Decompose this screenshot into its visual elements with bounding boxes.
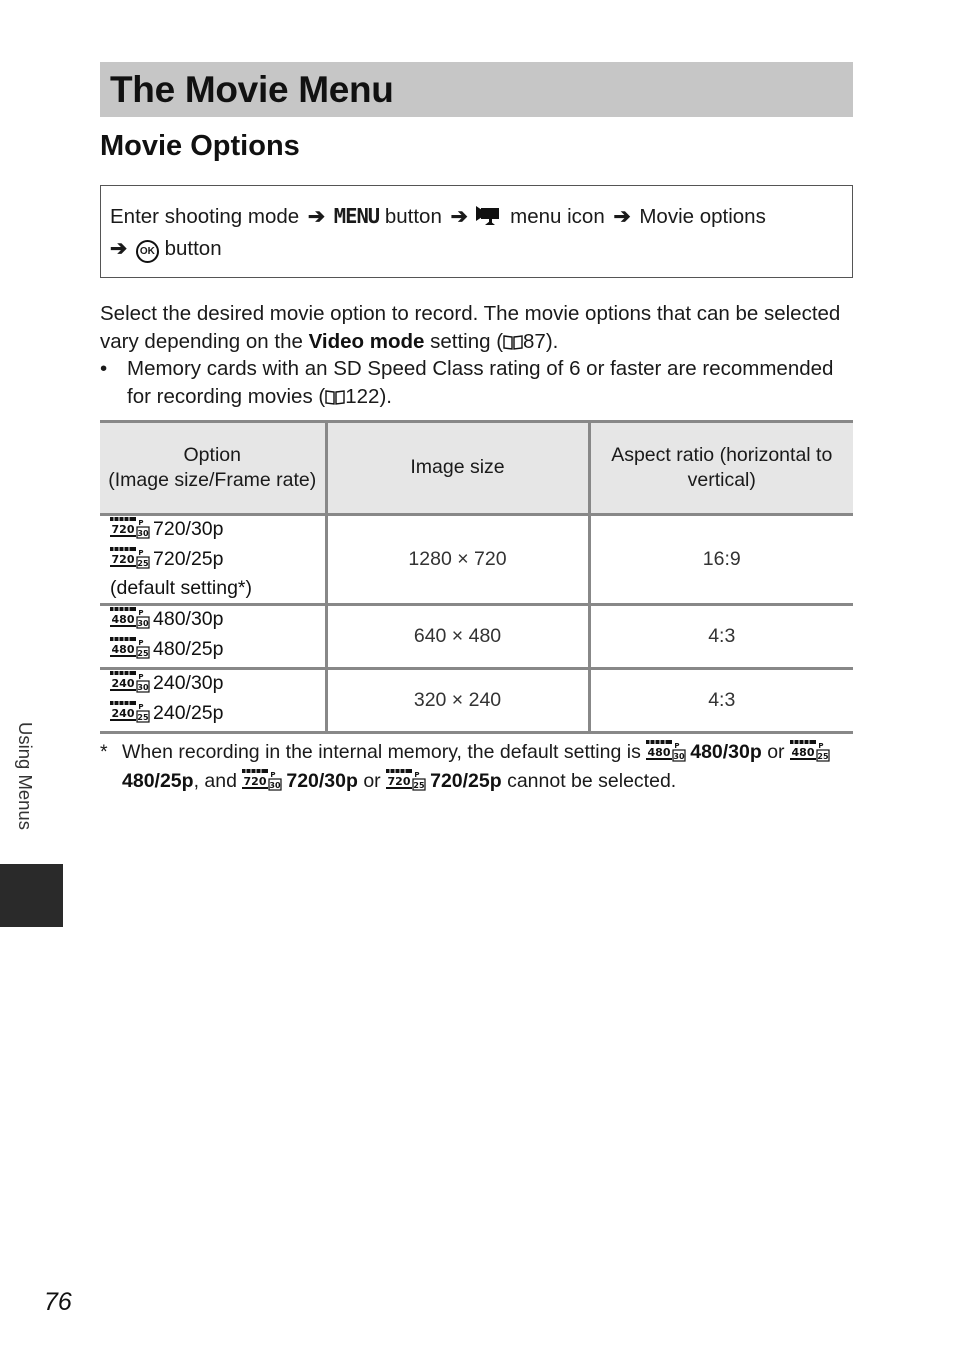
- arrow-icon: ➔: [450, 205, 468, 228]
- footnote-text-part: When recording in the internal memory, the default setting is: [122, 741, 647, 763]
- svg-text:P: P: [138, 609, 144, 617]
- svg-text:25: 25: [137, 648, 149, 658]
- nav-step-ok-button: button: [164, 237, 222, 260]
- option-label: 240/25p: [153, 701, 224, 724]
- nav-step-menu-icon: menu icon: [510, 205, 605, 228]
- option-cell: [100, 669, 326, 733]
- option-line: [110, 517, 324, 547]
- movie-720-30p-icon: [242, 769, 282, 798]
- svg-text:25: 25: [413, 781, 425, 790]
- svg-text:720: 720: [111, 552, 135, 566]
- option-note: (default setting*): [110, 577, 252, 600]
- svg-text:P: P: [138, 519, 144, 528]
- side-tab-label: Using Menus: [15, 722, 36, 830]
- svg-text:480: 480: [647, 746, 671, 759]
- movie-480-25p-icon: [790, 740, 830, 769]
- image-size-cell: 640 × 480: [326, 605, 589, 669]
- movie-480-25p-icon: [110, 637, 150, 667]
- header-image-size: Image size: [326, 422, 589, 515]
- option-name: 720/30p: [286, 770, 358, 792]
- option-label: 480/30p: [153, 608, 224, 630]
- image-size-cell: 320 × 240: [326, 669, 589, 733]
- option-line: [110, 637, 324, 667]
- movie-options-table: [100, 420, 853, 734]
- option-line: [110, 547, 324, 577]
- ok-button-icon: OK: [136, 240, 159, 263]
- option-cell: [100, 605, 326, 669]
- bullet-item: [100, 355, 853, 410]
- option-label: 480/25p: [153, 637, 224, 660]
- option-label: 720/25p: [153, 547, 224, 570]
- intro-text: ).: [545, 329, 559, 353]
- movie-720-30p-icon: [110, 517, 150, 547]
- svg-text:25: 25: [817, 752, 829, 761]
- table-row: [100, 669, 853, 733]
- option-name: 480/30p: [690, 741, 762, 763]
- side-tab-marker: [0, 864, 63, 927]
- movie-480-30p-icon: [646, 740, 686, 769]
- page-reference: 87: [523, 329, 546, 353]
- footnote-text-part: , and: [193, 770, 243, 792]
- svg-text:30: 30: [269, 781, 281, 790]
- image-size-cell: 1280 × 720: [326, 515, 589, 605]
- page-title: The Movie Menu: [110, 68, 394, 110]
- svg-text:720: 720: [243, 775, 267, 788]
- aspect-ratio-cell: 4:3: [589, 669, 853, 733]
- intro-text: setting (: [424, 329, 504, 353]
- footnote-text-part: or: [761, 741, 790, 763]
- movie-480-30p-icon: [110, 607, 150, 637]
- option-name: 480/25p: [122, 770, 194, 792]
- aspect-ratio-cell: 4:3: [589, 605, 853, 669]
- svg-text:720: 720: [111, 523, 135, 537]
- table-row: [100, 515, 853, 605]
- svg-text:P: P: [818, 742, 824, 750]
- svg-text:P: P: [138, 548, 144, 557]
- svg-text:P: P: [138, 702, 144, 711]
- nav-step-movie-options: Movie options: [639, 205, 766, 228]
- movie-240-30p-icon: [110, 671, 150, 701]
- svg-text:30: 30: [137, 619, 149, 628]
- nav-step-shooting-mode: Enter shooting mode: [110, 205, 300, 228]
- menu-button-glyph: MENU: [333, 204, 380, 228]
- option-line: [110, 671, 324, 701]
- svg-text:25: 25: [137, 558, 149, 568]
- bullet-text: [127, 355, 853, 410]
- footnote-text-part: cannot be selected.: [501, 770, 677, 792]
- svg-text:P: P: [674, 742, 680, 750]
- svg-text:240: 240: [111, 677, 135, 690]
- header-option: Option (Image size/Frame rate): [100, 422, 326, 515]
- bullet-text-part: ).: [379, 384, 392, 408]
- svg-text:P: P: [414, 771, 420, 779]
- footnote-marker: *: [100, 741, 108, 763]
- nav-step-button: button: [384, 205, 442, 228]
- movie-camera-icon: [476, 204, 504, 226]
- svg-text:240: 240: [111, 706, 135, 720]
- intro-paragraph: [100, 300, 853, 355]
- svg-text:30: 30: [137, 683, 149, 692]
- arrow-icon: ➔: [110, 237, 128, 260]
- page-number: 76: [44, 1288, 72, 1316]
- svg-text:480: 480: [111, 613, 135, 626]
- option-cell: [100, 515, 326, 605]
- arrow-icon: ➔: [613, 205, 631, 228]
- header-aspect-ratio: Aspect ratio (horizontal to vertical): [589, 422, 853, 515]
- svg-text:30: 30: [673, 752, 685, 761]
- movie-240-25p-icon: [110, 701, 150, 731]
- video-mode-label: Video mode: [308, 329, 425, 353]
- footnote-text-part: or: [357, 770, 387, 792]
- bullet-dot: •: [100, 357, 108, 380]
- svg-text:480: 480: [791, 746, 815, 759]
- book-reference-icon: [325, 389, 345, 405]
- svg-text:P: P: [270, 771, 276, 779]
- table-row: [100, 605, 853, 669]
- option-label: 240/30p: [153, 672, 224, 694]
- page-reference: 122: [345, 384, 380, 408]
- section-title: Movie Options: [100, 130, 300, 162]
- option-label: 720/30p: [153, 518, 224, 541]
- navigation-path-box: [100, 185, 853, 278]
- table-header-row: [100, 422, 853, 515]
- option-name: 720/25p: [430, 770, 502, 792]
- svg-text:720: 720: [387, 775, 411, 788]
- aspect-ratio-cell: 16:9: [589, 515, 853, 605]
- option-line: [110, 607, 324, 637]
- book-reference-icon: [503, 334, 523, 350]
- bullet-text-part: Memory cards with an SD Speed Class rating of 6 or faster are recommended for recording movies (: [127, 357, 834, 408]
- svg-text:480: 480: [111, 642, 135, 656]
- svg-text:25: 25: [137, 712, 149, 722]
- footnote-text: [122, 740, 853, 798]
- title-bar: [100, 62, 853, 117]
- footnote: [100, 740, 853, 798]
- svg-text:30: 30: [137, 529, 149, 539]
- option-line: [110, 701, 324, 731]
- arrow-icon: ➔: [307, 205, 326, 228]
- movie-720-25p-icon: [110, 547, 150, 577]
- intro-text: Select the desired movie option to record. The movie options that can be selected vary depending on the: [100, 302, 841, 353]
- svg-text:P: P: [138, 673, 144, 681]
- movie-720-25p-icon: [386, 769, 426, 798]
- svg-text:P: P: [138, 638, 144, 647]
